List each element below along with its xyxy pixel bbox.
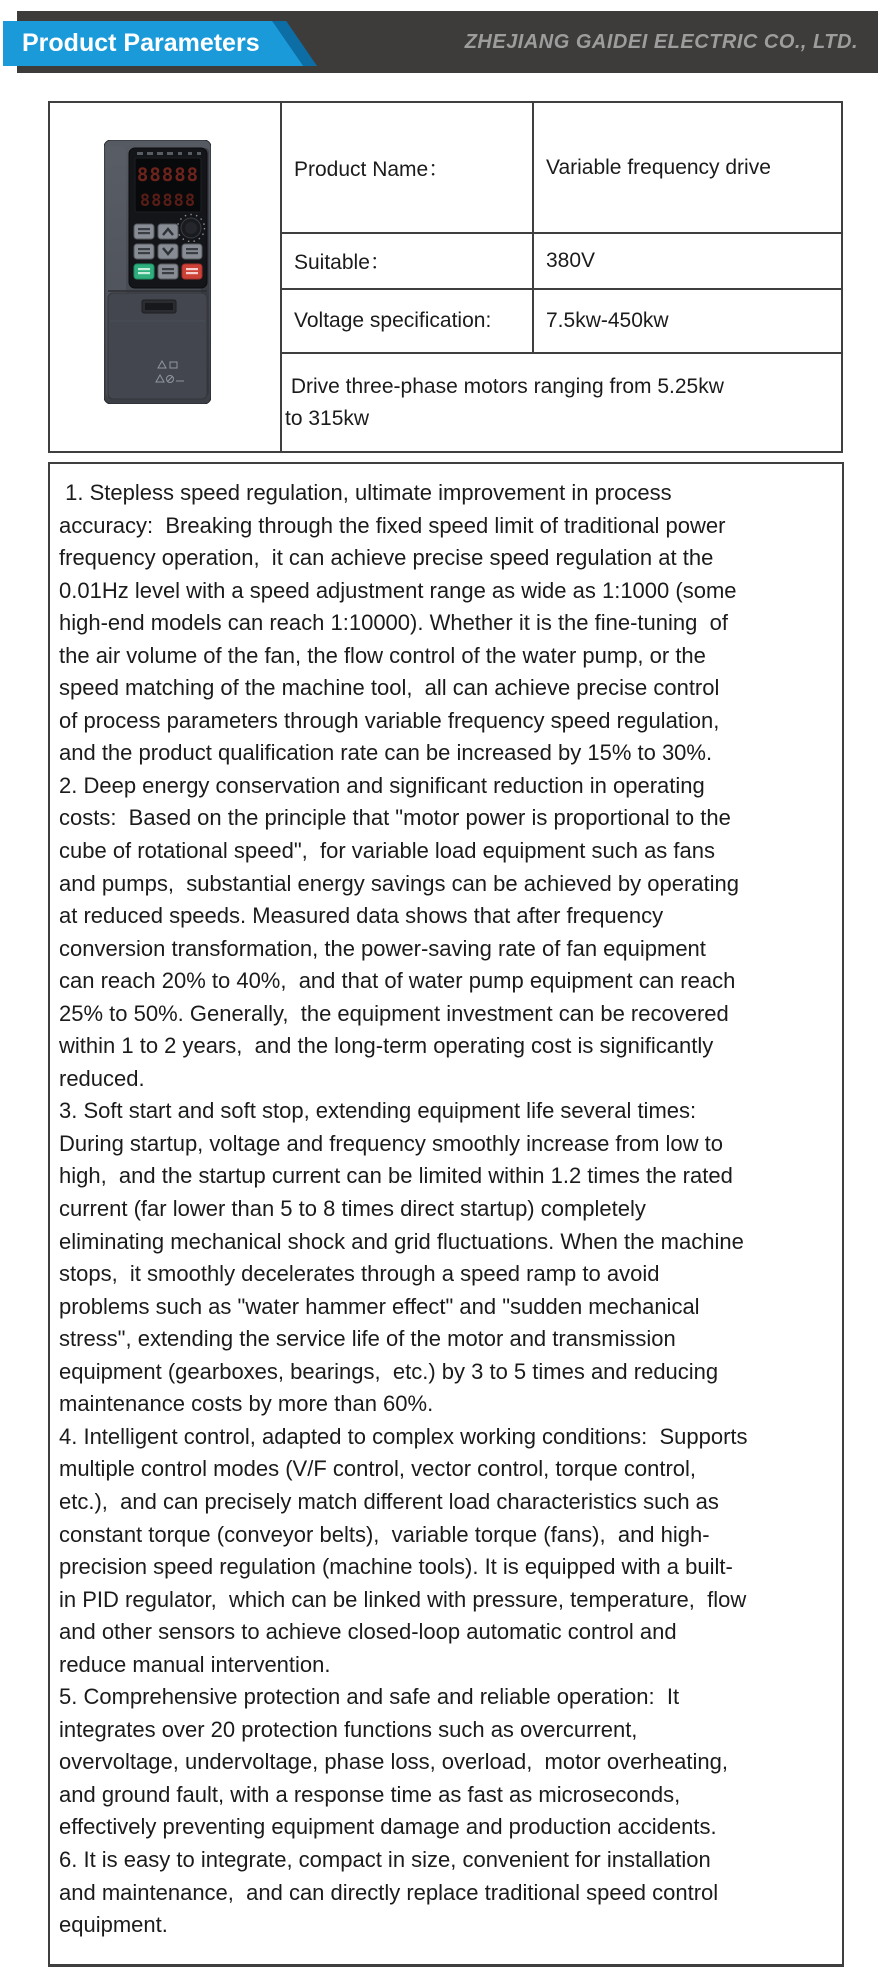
- menu-button: [134, 224, 154, 239]
- description-line: and the product qualification rate can be increased by 15% to 30%.: [59, 740, 713, 766]
- description-line: at reduced speeds. Measured data shows that after frequency: [59, 903, 664, 929]
- page-header: [0, 0, 895, 101]
- description-line: and maintenance, and can directly replace traditional speed control: [59, 1879, 719, 1905]
- row-suitable-label: Suitable：: [280, 232, 532, 288]
- description-line: reduced.: [59, 1065, 145, 1091]
- description-line: in PID regulator, which can be linked with pressure, temperature, flow: [59, 1586, 747, 1612]
- description-line: accuracy: Breaking through the fixed speed limit of traditional power: [59, 512, 726, 538]
- motor-range-line: Drive three-phase motors ranging from 5.25kw: [285, 374, 724, 398]
- product-description-box: [48, 462, 844, 1967]
- description-line: 0.01Hz level with a speed adjustment range as wide as 1:1000 (some: [59, 577, 737, 603]
- section-title-ribbon: [3, 21, 317, 66]
- description-line: 4. Intelligent control, adapted to complex working conditions: Supports: [59, 1423, 748, 1449]
- company-name: ZHEJIANG GAIDEI ELECTRIC CO., LTD.: [464, 31, 858, 53]
- product-image-cell: [50, 103, 280, 451]
- row-suitable-value: 380V: [532, 232, 841, 288]
- description-line: speed matching of the machine tool, all can achieve precise control: [59, 675, 720, 701]
- description-line: within 1 to 2 years, and the long-term operating cost is significantly: [59, 1033, 714, 1059]
- description-line: overvoltage, undervoltage, phase loss, overload, motor overheating,: [59, 1749, 728, 1775]
- description-line: frequency operation, it can achieve precise speed regulation at the: [59, 545, 714, 571]
- row-product-name-value: Variable frequency drive: [532, 103, 841, 232]
- description-line: of process parameters through variable frequency speed regulation,: [59, 707, 720, 733]
- description-line: conversion transformation, the power-saving rate of fan equipment: [59, 935, 706, 961]
- description-line: can reach 20% to 40%, and that of water pump equipment can reach: [59, 968, 736, 994]
- description-line: reduce manual intervention.: [59, 1651, 331, 1677]
- description-line: During startup, voltage and frequency smoothly increase from low to: [59, 1130, 723, 1156]
- row-voltage-spec-value: 7.5kw-450kw: [532, 288, 841, 352]
- description-line: cube of rotational speed", for variable load equipment such as fans: [59, 838, 715, 864]
- description-line: 6. It is easy to integrate, compact in size, convenient for installation: [59, 1846, 711, 1872]
- description-line: high, and the startup current can be limited within 1.2 times the rated: [59, 1163, 733, 1189]
- mode-button: [158, 264, 178, 279]
- description-line: constant torque (conveyor belts), variable torque (fans), and high-: [59, 1521, 710, 1547]
- description-line: etc.), and can precisely match different load characteristics such as: [59, 1488, 719, 1514]
- description-line: current (far lower than 5 to 8 times direct startup) completely: [59, 1196, 646, 1222]
- run-button: [134, 264, 154, 279]
- vfd-device-image: [104, 140, 211, 404]
- description-line: and ground fault, with a response time as fast as microseconds,: [59, 1781, 681, 1807]
- description-line: multiple control modes (V/F control, vector control, torque control,: [59, 1456, 697, 1482]
- description-line: costs: Based on the principle that "motor power is proportional to the: [59, 805, 731, 831]
- shift-button: [182, 244, 202, 259]
- description-line: precision speed regulation (machine tools). It is equipped with a built-: [59, 1554, 733, 1580]
- svg-text:88888: 88888: [136, 164, 199, 186]
- description-line: equipment.: [59, 1912, 168, 1938]
- row-motor-range: [280, 352, 841, 451]
- description-line: and pumps, substantial energy savings can be achieved by operating: [59, 870, 739, 896]
- svg-text:88888: 88888: [139, 191, 196, 211]
- description-line: 25% to 50%. Generally, the equipment investment can be recovered: [59, 1000, 729, 1026]
- description-line: equipment (gearboxes, bearings, etc.) by 3 to 5 times and reducing: [59, 1358, 719, 1384]
- up-button: [158, 224, 178, 239]
- description-line: problems such as "water hammer effect" and "sudden mechanical: [59, 1293, 700, 1319]
- page-title: Product Parameters: [22, 29, 260, 57]
- stop-reset-button: [182, 264, 202, 279]
- row-product-name-label: Product Name：: [280, 103, 532, 232]
- description-line: 3. Soft start and soft stop, extending equipment life several times:: [59, 1098, 697, 1124]
- description-line: effectively preventing equipment damage and production accidents.: [59, 1814, 717, 1840]
- description-line: 5. Comprehensive protection and safe and reliable operation: It: [59, 1684, 680, 1710]
- description-line: stress", extending the service life of the motor and transmission: [59, 1326, 676, 1352]
- description-line: eliminating mechanical shock and grid fluctuations. When the machine: [59, 1228, 744, 1254]
- vent-slot: [142, 300, 176, 313]
- description-line: 2. Deep energy conservation and significant reduction in operating: [59, 772, 705, 798]
- motor-range-line: to 315kw: [285, 406, 370, 430]
- description-line: the air volume of the fan, the flow control of the water pump, or the: [59, 642, 706, 668]
- product-spec-table: [48, 101, 843, 453]
- description-line: and other sensors to achieve closed-loop automatic control and: [59, 1619, 677, 1645]
- enter-button: [134, 244, 154, 259]
- description-line: stops, it smoothly decelerates through a speed ramp to avoid: [59, 1261, 660, 1287]
- down-button: [158, 244, 178, 259]
- description-line: 1. Stepless speed regulation, ultimate improvement in process: [59, 480, 672, 505]
- description-line: maintenance costs by more than 60%.: [59, 1391, 434, 1417]
- description-line: high-end models can reach 1:10000). Whether it is the fine-tuning of: [59, 610, 728, 636]
- row-voltage-spec-label: Voltage specification:: [280, 288, 532, 352]
- description-line: integrates over 20 protection functions such as overcurrent,: [59, 1716, 638, 1742]
